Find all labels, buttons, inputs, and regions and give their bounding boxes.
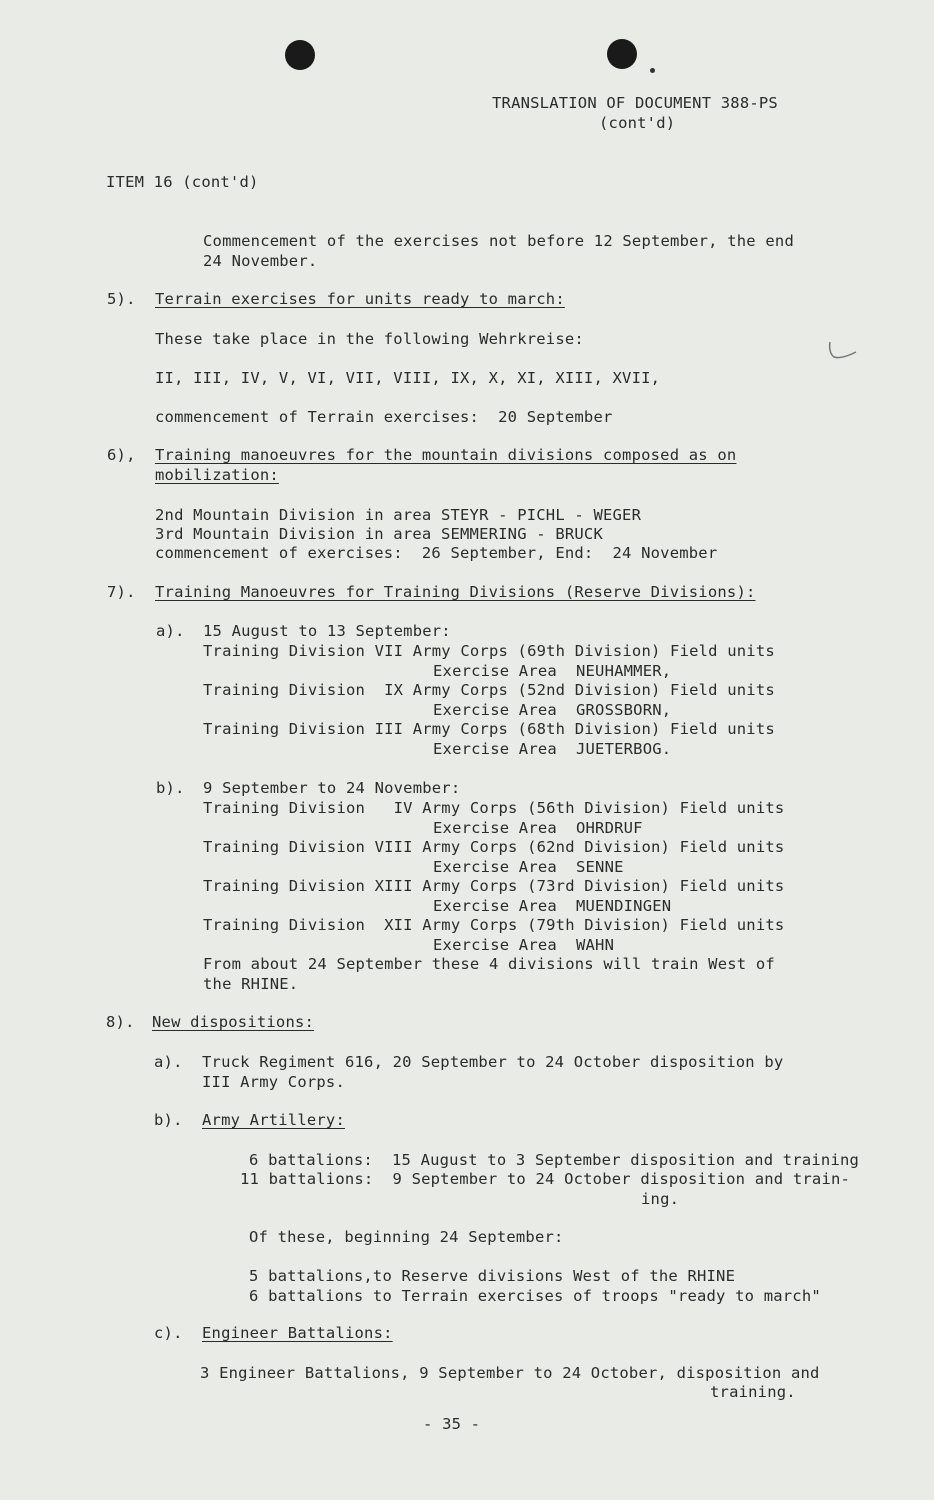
section-8b-line-3: ing.	[641, 1190, 680, 1208]
section-8c-title: Engineer Battalions:	[202, 1324, 393, 1342]
section-7a-row-3-div: Training Division III Army Corps (68th Division) Field units	[203, 720, 775, 738]
section-6-line-1: 2nd Mountain Division in area STEYR - PICHL - WEGER	[155, 506, 642, 524]
section-8b-line-6: 6 battalions to Terrain exercises of troops "ready to march"	[249, 1287, 821, 1305]
section-7b-row-4-div: Training Division XII Army Corps (79th Division) Field units	[203, 916, 785, 934]
section-8b-line-4: Of these, beginning 24 September:	[249, 1228, 564, 1246]
section-7b-row-2-area: Exercise Area SENNE	[433, 858, 624, 876]
section-7b-row-3-div: Training Division XIII Army Corps (73rd Division) Field units	[203, 877, 785, 895]
section-8a-line-2: III Army Corps.	[202, 1073, 345, 1091]
section-5-text: These take place in the following Wehrkreise:	[155, 330, 584, 348]
section-8c-line-2: training.	[710, 1383, 796, 1401]
ink-dot	[650, 68, 655, 73]
section-7b-row-4-area: Exercise Area WAHN	[433, 936, 615, 954]
punch-hole-left	[285, 40, 315, 70]
section-7b-label: b).	[156, 779, 185, 797]
section-7-title: Training Manoeuvres for Training Divisions (Reserve Divisions):	[155, 583, 756, 601]
section-5-title: Terrain exercises for units ready to march:	[155, 290, 565, 308]
section-7a-row-1-div: Training Division VII Army Corps (69th Division) Field units	[203, 642, 775, 660]
section-8c-line-1: 3 Engineer Battalions, 9 September to 24 October, disposition and	[200, 1364, 820, 1382]
section-7a-row-2-div: Training Division IX Army Corps (52nd Division) Field units	[203, 681, 775, 699]
section-8b-title: Army Artillery:	[202, 1111, 345, 1129]
intro-line-2: 24 November.	[203, 252, 318, 270]
section-8b-label: b).	[154, 1111, 183, 1129]
section-7a-row-3-area: Exercise Area JUETERBOG.	[433, 740, 672, 758]
section-6-line-3: commencement of exercises: 26 September, End: 24 November	[155, 544, 718, 562]
section-7b-date: 9 September to 24 November:	[203, 779, 461, 797]
section-7a-row-1-area: Exercise Area NEUHAMMER,	[433, 662, 672, 680]
section-7b-row-1-div: Training Division IV Army Corps (56th Division) Field units	[203, 799, 785, 817]
section-8b-line-2: 11 battalions: 9 September to 24 October disposition and train-	[240, 1170, 851, 1188]
section-7b-note-2: the RHINE.	[203, 975, 299, 993]
section-8a-label: a).	[154, 1053, 183, 1071]
section-7b-row-3-area: Exercise Area MUENDINGEN	[433, 897, 672, 915]
section-5-wehrkreise-list: II, III, IV, V, VI, VII, VIII, IX, X, XI, XIII, XVII,	[155, 369, 661, 387]
section-8-title: New dispositions:	[152, 1013, 315, 1031]
item-heading: ITEM 16 (cont'd)	[106, 173, 259, 191]
section-5-number: 5).	[107, 290, 136, 308]
section-7a-label: a).	[156, 622, 185, 640]
document-title: TRANSLATION OF DOCUMENT 388-PS	[492, 94, 778, 112]
section-8c-label: c).	[154, 1324, 183, 1342]
intro-line-1: Commencement of the exercises not before 12 September, the end	[203, 232, 794, 250]
punch-hole-right	[607, 39, 637, 69]
section-7b-row-2-div: Training Division VIII Army Corps (62nd Division) Field units	[203, 838, 785, 856]
section-8b-line-1: 6 battalions: 15 August to 3 September disposition and training	[249, 1151, 860, 1169]
section-8b-line-5: 5 battalions,to Reserve divisions West of the RHINE	[249, 1267, 736, 1285]
section-6-title-line-2: mobilization:	[155, 466, 279, 484]
page-number: - 35 -	[423, 1415, 481, 1433]
section-7a-date: 15 August to 13 September:	[203, 622, 451, 640]
section-7a-row-2-area: Exercise Area GROSSBORN,	[433, 701, 672, 719]
section-6-title-line-1: Training manoeuvres for the mountain divisions composed as on	[155, 446, 737, 464]
pencil-mark	[826, 340, 862, 362]
section-7-number: 7).	[107, 583, 136, 601]
document-title-cont: (cont'd)	[599, 114, 676, 132]
section-6-number: 6),	[107, 446, 136, 464]
section-8-number: 8).	[106, 1013, 135, 1031]
section-8a-line-1: Truck Regiment 616, 20 September to 24 October disposition by	[202, 1053, 784, 1071]
section-5-commencement: commencement of Terrain exercises: 20 September	[155, 408, 613, 426]
section-6-line-2: 3rd Mountain Division in area SEMMERING - BRUCK	[155, 525, 603, 543]
section-7b-note-1: From about 24 September these 4 divisions will train West of	[203, 955, 775, 973]
section-7b-row-1-area: Exercise Area OHRDRUF	[433, 819, 643, 837]
